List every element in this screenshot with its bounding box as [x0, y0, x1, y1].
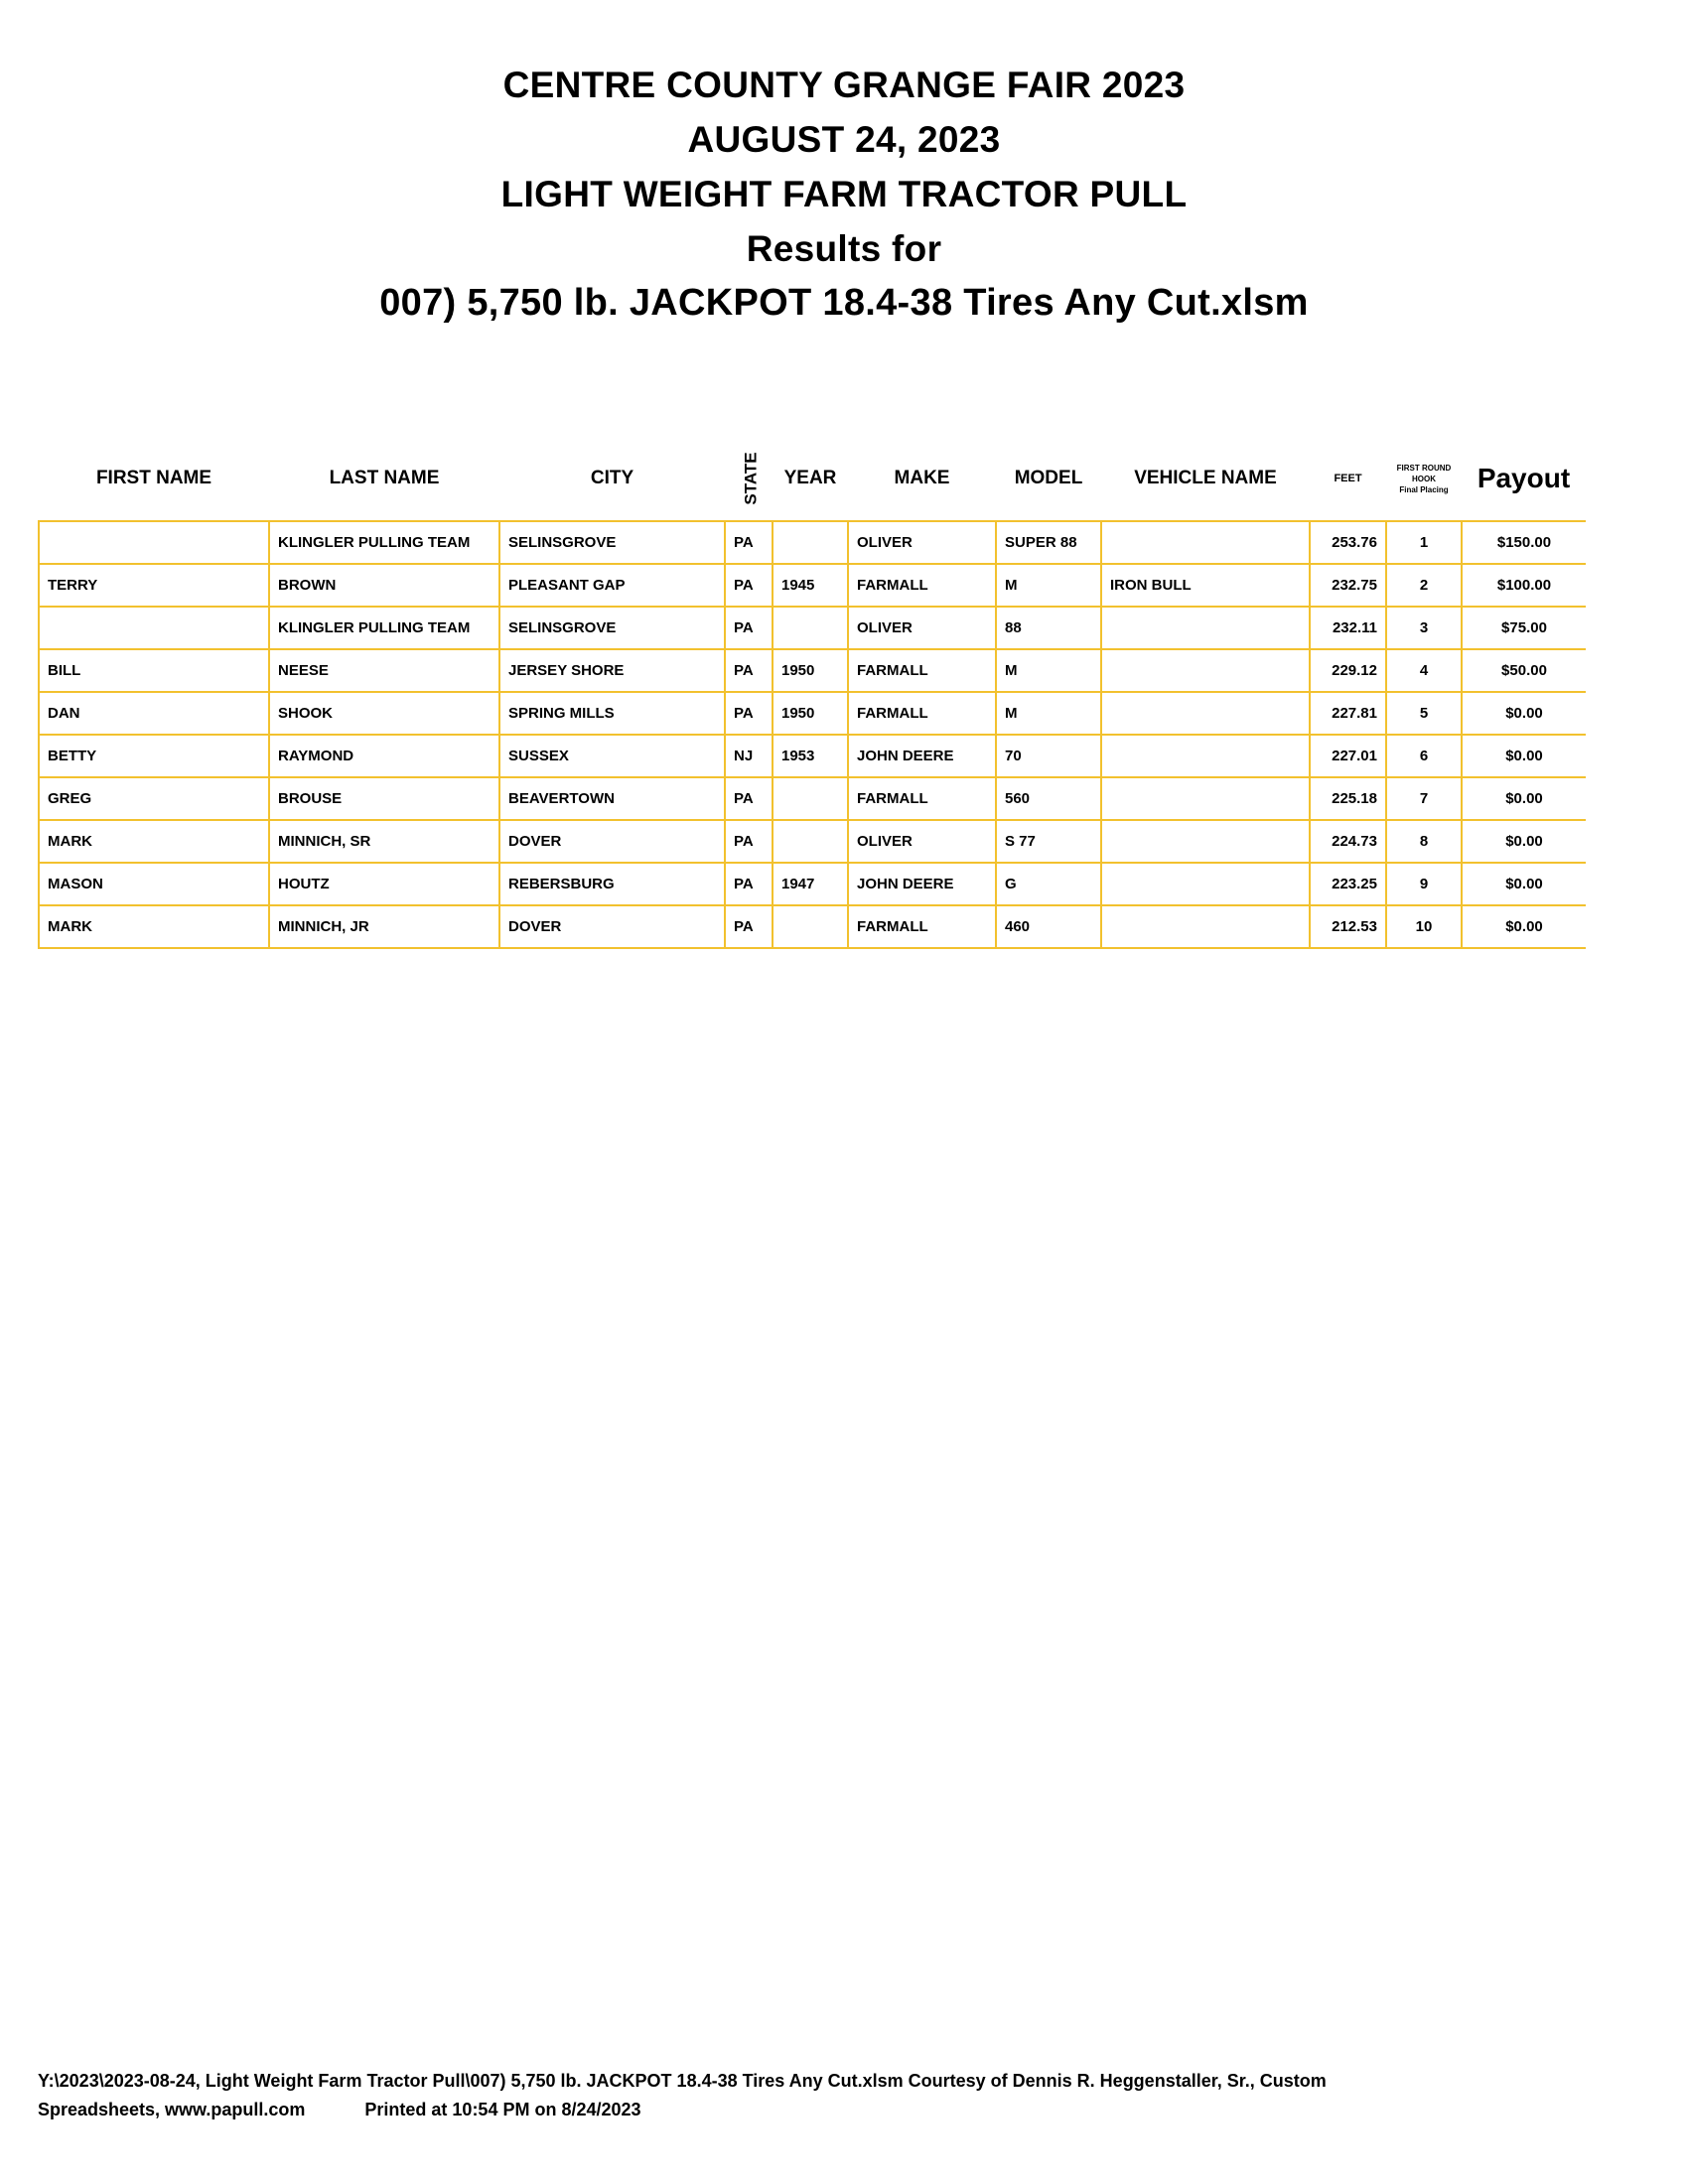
cell-make: JOHN DEERE [848, 735, 996, 777]
cell-payout: $100.00 [1462, 564, 1586, 607]
cell-model: M [996, 564, 1101, 607]
header-hook-placing [1386, 437, 1462, 521]
cell-payout: $75.00 [1462, 607, 1586, 649]
cell-year [773, 521, 848, 564]
cell-last-name: SHOOK [269, 692, 499, 735]
results-for-label: Results for [746, 228, 942, 269]
cell-year [773, 607, 848, 649]
cell-placing: 4 [1386, 649, 1462, 692]
report-title-block [0, 58, 1688, 331]
cell-last-name: MINNICH, JR [269, 905, 499, 948]
header-year: YEAR [783, 468, 837, 488]
cell-payout: $0.00 [1462, 692, 1586, 735]
header-hook-line3: Final Placing [1399, 484, 1449, 494]
cell-make: OLIVER [848, 820, 996, 863]
cell-first-name: MASON [39, 863, 269, 905]
header-payout: Payout [1477, 463, 1571, 493]
cell-city: SPRING MILLS [499, 692, 725, 735]
table-row [39, 863, 1586, 905]
cell-feet: 232.11 [1310, 607, 1386, 649]
cell-first-name: MARK [39, 905, 269, 948]
cell-vehicle-name: IRON BULL [1101, 564, 1310, 607]
cell-feet: 227.01 [1310, 735, 1386, 777]
table-row [39, 777, 1586, 820]
header-hook-line1: FIRST ROUND [1396, 463, 1452, 473]
cell-make: FARMALL [848, 777, 996, 820]
cell-feet: 212.53 [1310, 905, 1386, 948]
footer-file-path: Y:\2023\2023-08-24, Light Weight Farm Tractor Pull\007) 5,750 lb. JACKPOT 18.4-38 Tires Any Cut.xlsm Courtesy of Dennis R. Heggenstaller, Sr., Custom [38, 2071, 1327, 2091]
results-table [38, 437, 1586, 949]
cell-first-name: DAN [39, 692, 269, 735]
table-row [39, 692, 1586, 735]
cell-vehicle-name [1101, 649, 1310, 692]
cell-vehicle-name [1101, 735, 1310, 777]
cell-city: JERSEY SHORE [499, 649, 725, 692]
cell-model: S 77 [996, 820, 1101, 863]
header-feet: FEET [1334, 473, 1362, 484]
cell-payout: $150.00 [1462, 521, 1586, 564]
table-row [39, 820, 1586, 863]
header-model: MODEL [1014, 468, 1083, 488]
cell-first-name [39, 521, 269, 564]
cell-vehicle-name [1101, 820, 1310, 863]
cell-payout: $0.00 [1462, 905, 1586, 948]
cell-make: FARMALL [848, 649, 996, 692]
cell-vehicle-name [1101, 607, 1310, 649]
cell-first-name: GREG [39, 777, 269, 820]
header-first-name: FIRST NAME [95, 468, 212, 488]
header-make: MAKE [894, 468, 950, 488]
cell-year: 1945 [773, 564, 848, 607]
cell-state: PA [725, 863, 773, 905]
header-last-name: LAST NAME [329, 468, 440, 488]
cell-make: OLIVER [848, 521, 996, 564]
cell-payout: $0.00 [1462, 735, 1586, 777]
cell-state: PA [725, 564, 773, 607]
table-header-row [39, 437, 1586, 521]
cell-city: PLEASANT GAP [499, 564, 725, 607]
cell-state: PA [725, 521, 773, 564]
cell-first-name: BILL [39, 649, 269, 692]
cell-feet: 225.18 [1310, 777, 1386, 820]
cell-vehicle-name [1101, 692, 1310, 735]
cell-make: FARMALL [848, 564, 996, 607]
cell-model: 560 [996, 777, 1101, 820]
table-row [39, 607, 1586, 649]
cell-feet: 223.25 [1310, 863, 1386, 905]
cell-state: PA [725, 820, 773, 863]
table-row [39, 905, 1586, 948]
cell-state: PA [725, 905, 773, 948]
cell-first-name [39, 607, 269, 649]
cell-model: 88 [996, 607, 1101, 649]
header-state-label: STATE [741, 452, 761, 505]
cell-placing: 9 [1386, 863, 1462, 905]
cell-city: REBERSBURG [499, 863, 725, 905]
cell-model: SUPER 88 [996, 521, 1101, 564]
cell-placing: 1 [1386, 521, 1462, 564]
header-hook-line2: HOOK [1412, 474, 1436, 483]
cell-make: OLIVER [848, 607, 996, 649]
page-footer [38, 2067, 1626, 2124]
cell-make: JOHN DEERE [848, 863, 996, 905]
cell-make: FARMALL [848, 905, 996, 948]
footer-line2 [38, 2096, 1626, 2124]
table-row [39, 735, 1586, 777]
cell-city: DOVER [499, 905, 725, 948]
cell-city: SELINSGROVE [499, 607, 725, 649]
cell-payout: $0.00 [1462, 863, 1586, 905]
table-row [39, 521, 1586, 564]
header-vehicle-name: VEHICLE NAME [1134, 468, 1277, 488]
cell-make: FARMALL [848, 692, 996, 735]
cell-first-name: TERRY [39, 564, 269, 607]
cell-placing: 6 [1386, 735, 1462, 777]
cell-year [773, 820, 848, 863]
cell-last-name: HOUTZ [269, 863, 499, 905]
cell-feet: 253.76 [1310, 521, 1386, 564]
cell-vehicle-name [1101, 863, 1310, 905]
cell-vehicle-name [1101, 777, 1310, 820]
cell-feet: 224.73 [1310, 820, 1386, 863]
cell-year [773, 777, 848, 820]
cell-city: SUSSEX [499, 735, 725, 777]
fair-title: CENTRE COUNTY GRANGE FAIR 2023 [502, 65, 1186, 105]
cell-feet: 232.75 [1310, 564, 1386, 607]
cell-last-name: KLINGLER PULLING TEAM [269, 521, 499, 564]
cell-year: 1953 [773, 735, 848, 777]
cell-model: 70 [996, 735, 1101, 777]
cell-feet: 229.12 [1310, 649, 1386, 692]
cell-year [773, 905, 848, 948]
cell-last-name: RAYMOND [269, 735, 499, 777]
cell-last-name: BROUSE [269, 777, 499, 820]
cell-placing: 10 [1386, 905, 1462, 948]
cell-placing: 5 [1386, 692, 1462, 735]
cell-year: 1947 [773, 863, 848, 905]
cell-first-name: BETTY [39, 735, 269, 777]
event-date: AUGUST 24, 2023 [687, 119, 1001, 160]
cell-model: M [996, 649, 1101, 692]
cell-payout: $0.00 [1462, 777, 1586, 820]
cell-state: NJ [725, 735, 773, 777]
cell-state: PA [725, 692, 773, 735]
cell-year: 1950 [773, 649, 848, 692]
cell-placing: 2 [1386, 564, 1462, 607]
cell-payout: $50.00 [1462, 649, 1586, 692]
header-city: CITY [590, 468, 634, 488]
cell-last-name: BROWN [269, 564, 499, 607]
cell-year: 1950 [773, 692, 848, 735]
cell-first-name: MARK [39, 820, 269, 863]
cell-model: M [996, 692, 1101, 735]
cell-city: BEAVERTOWN [499, 777, 725, 820]
cell-last-name: NEESE [269, 649, 499, 692]
cell-vehicle-name [1101, 521, 1310, 564]
cell-feet: 227.81 [1310, 692, 1386, 735]
cell-vehicle-name [1101, 905, 1310, 948]
table-row [39, 564, 1586, 607]
header-state [725, 437, 773, 521]
cell-city: DOVER [499, 820, 725, 863]
event-name: LIGHT WEIGHT FARM TRACTOR PULL [500, 174, 1188, 214]
class-name: 007) 5,750 lb. JACKPOT 18.4-38 Tires Any Cut.xlsm [379, 282, 1309, 324]
footer-courtesy-site: Spreadsheets, www.papull.com [38, 2100, 306, 2119]
cell-model: G [996, 863, 1101, 905]
cell-state: PA [725, 607, 773, 649]
cell-placing: 8 [1386, 820, 1462, 863]
footer-printed-time: Printed at 10:54 PM on 8/24/2023 [364, 2100, 641, 2119]
cell-placing: 7 [1386, 777, 1462, 820]
cell-state: PA [725, 777, 773, 820]
cell-payout: $0.00 [1462, 820, 1586, 863]
cell-last-name: KLINGLER PULLING TEAM [269, 607, 499, 649]
cell-placing: 3 [1386, 607, 1462, 649]
cell-last-name: MINNICH, SR [269, 820, 499, 863]
table-row [39, 649, 1586, 692]
cell-model: 460 [996, 905, 1101, 948]
cell-city: SELINSGROVE [499, 521, 725, 564]
cell-state: PA [725, 649, 773, 692]
